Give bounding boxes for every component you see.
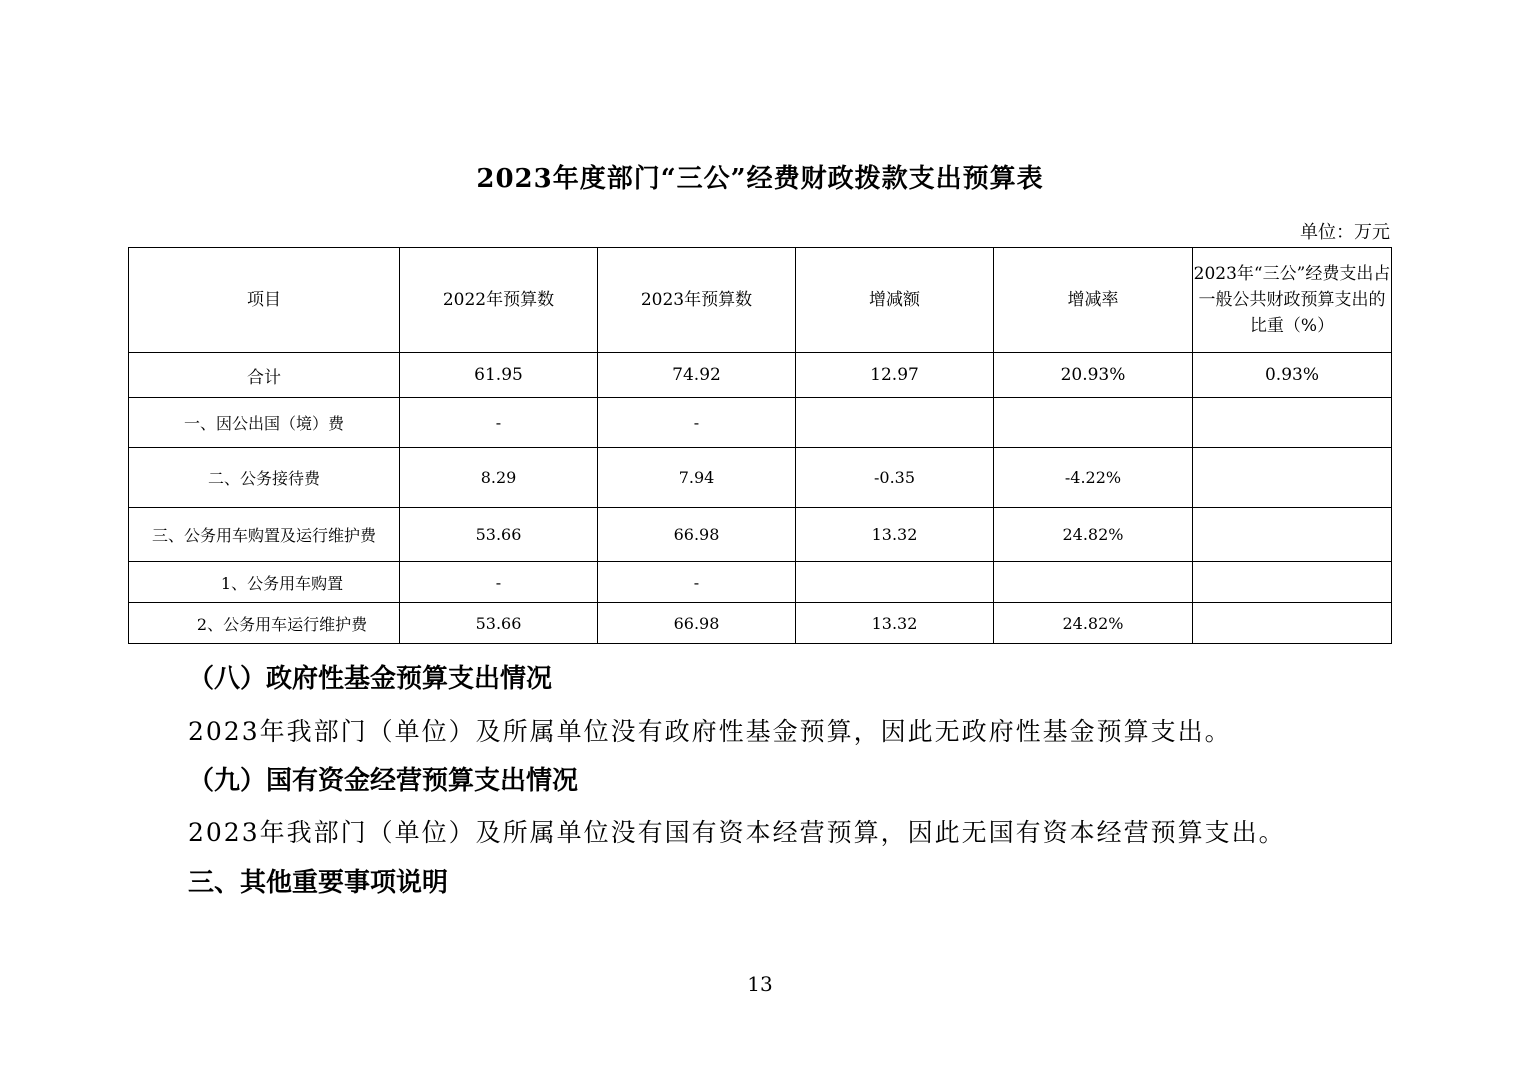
row-item: 合计	[129, 353, 400, 398]
table-row	[129, 398, 1392, 448]
section-8-heading: （八）政府性基金预算支出情况	[188, 664, 553, 694]
table-header-row	[129, 248, 1392, 353]
row-item: 三、公务用车购置及运行维护费	[129, 508, 400, 562]
header-item: 项目	[129, 248, 400, 353]
table-row	[129, 562, 1392, 603]
row-budget-2023: -	[598, 398, 796, 448]
row-budget-2022: 61.95	[400, 353, 598, 398]
budget-table	[128, 247, 1392, 644]
row-change-amount: -0.35	[796, 448, 994, 508]
section-9-heading: （九）国有资金经营预算支出情况	[188, 766, 579, 796]
header-share: 2023年“三公”经费支出占一般公共财政预算支出的比重（%）	[1193, 248, 1392, 353]
row-share	[1193, 562, 1392, 603]
table-title: 2023年度部门“三公”经费财政拨款支出预算表	[476, 164, 1044, 194]
row-budget-2022: 53.66	[400, 603, 598, 644]
row-change-rate	[994, 398, 1193, 448]
row-change-amount	[796, 562, 994, 603]
row-share	[1193, 398, 1392, 448]
row-change-rate: 24.82%	[994, 603, 1193, 644]
table-row	[129, 448, 1392, 508]
row-change-rate: 20.93%	[994, 353, 1193, 398]
row-change-rate: 24.82%	[994, 508, 1193, 562]
row-budget-2023: 66.98	[598, 508, 796, 562]
row-item: 二、公务接待费	[129, 448, 400, 508]
section-9-paragraph: 2023年我部门（单位）及所属单位没有国有资本经营预算，因此无国有资本经营预算支出。	[188, 818, 1286, 847]
header-change-amount: 增减额	[796, 248, 994, 353]
unit-label: 单位：万元	[1300, 222, 1390, 243]
section-8-paragraph: 2023年我部门（单位）及所属单位没有政府性基金预算，因此无政府性基金预算支出。	[188, 717, 1232, 746]
table-row	[129, 603, 1392, 644]
row-change-amount	[796, 398, 994, 448]
row-change-amount: 13.32	[796, 508, 994, 562]
row-share	[1193, 448, 1392, 508]
table-row	[129, 508, 1392, 562]
row-item: 一、因公出国（境）费	[129, 398, 400, 448]
row-item: 1、公务用车购置	[129, 562, 400, 603]
header-budget-2023: 2023年预算数	[598, 248, 796, 353]
header-budget-2022: 2022年预算数	[400, 248, 598, 353]
row-share	[1193, 603, 1392, 644]
table-row	[129, 353, 1392, 398]
row-budget-2022: 53.66	[400, 508, 598, 562]
row-budget-2023: 74.92	[598, 353, 796, 398]
row-change-amount: 13.32	[796, 603, 994, 644]
row-change-amount: 12.97	[796, 353, 994, 398]
row-budget-2022: 8.29	[400, 448, 598, 508]
row-share: 0.93%	[1193, 353, 1392, 398]
row-share	[1193, 508, 1392, 562]
row-budget-2023: -	[598, 562, 796, 603]
page-number: 13	[747, 972, 773, 996]
row-budget-2022: -	[400, 562, 598, 603]
row-change-rate	[994, 562, 1193, 603]
section-3-heading: 三、其他重要事项说明	[188, 868, 449, 898]
row-change-rate: -4.22%	[994, 448, 1193, 508]
row-budget-2023: 66.98	[598, 603, 796, 644]
row-budget-2023: 7.94	[598, 448, 796, 508]
header-change-rate: 增减率	[994, 248, 1193, 353]
row-item: 2、公务用车运行维护费	[129, 603, 400, 644]
row-budget-2022: -	[400, 398, 598, 448]
